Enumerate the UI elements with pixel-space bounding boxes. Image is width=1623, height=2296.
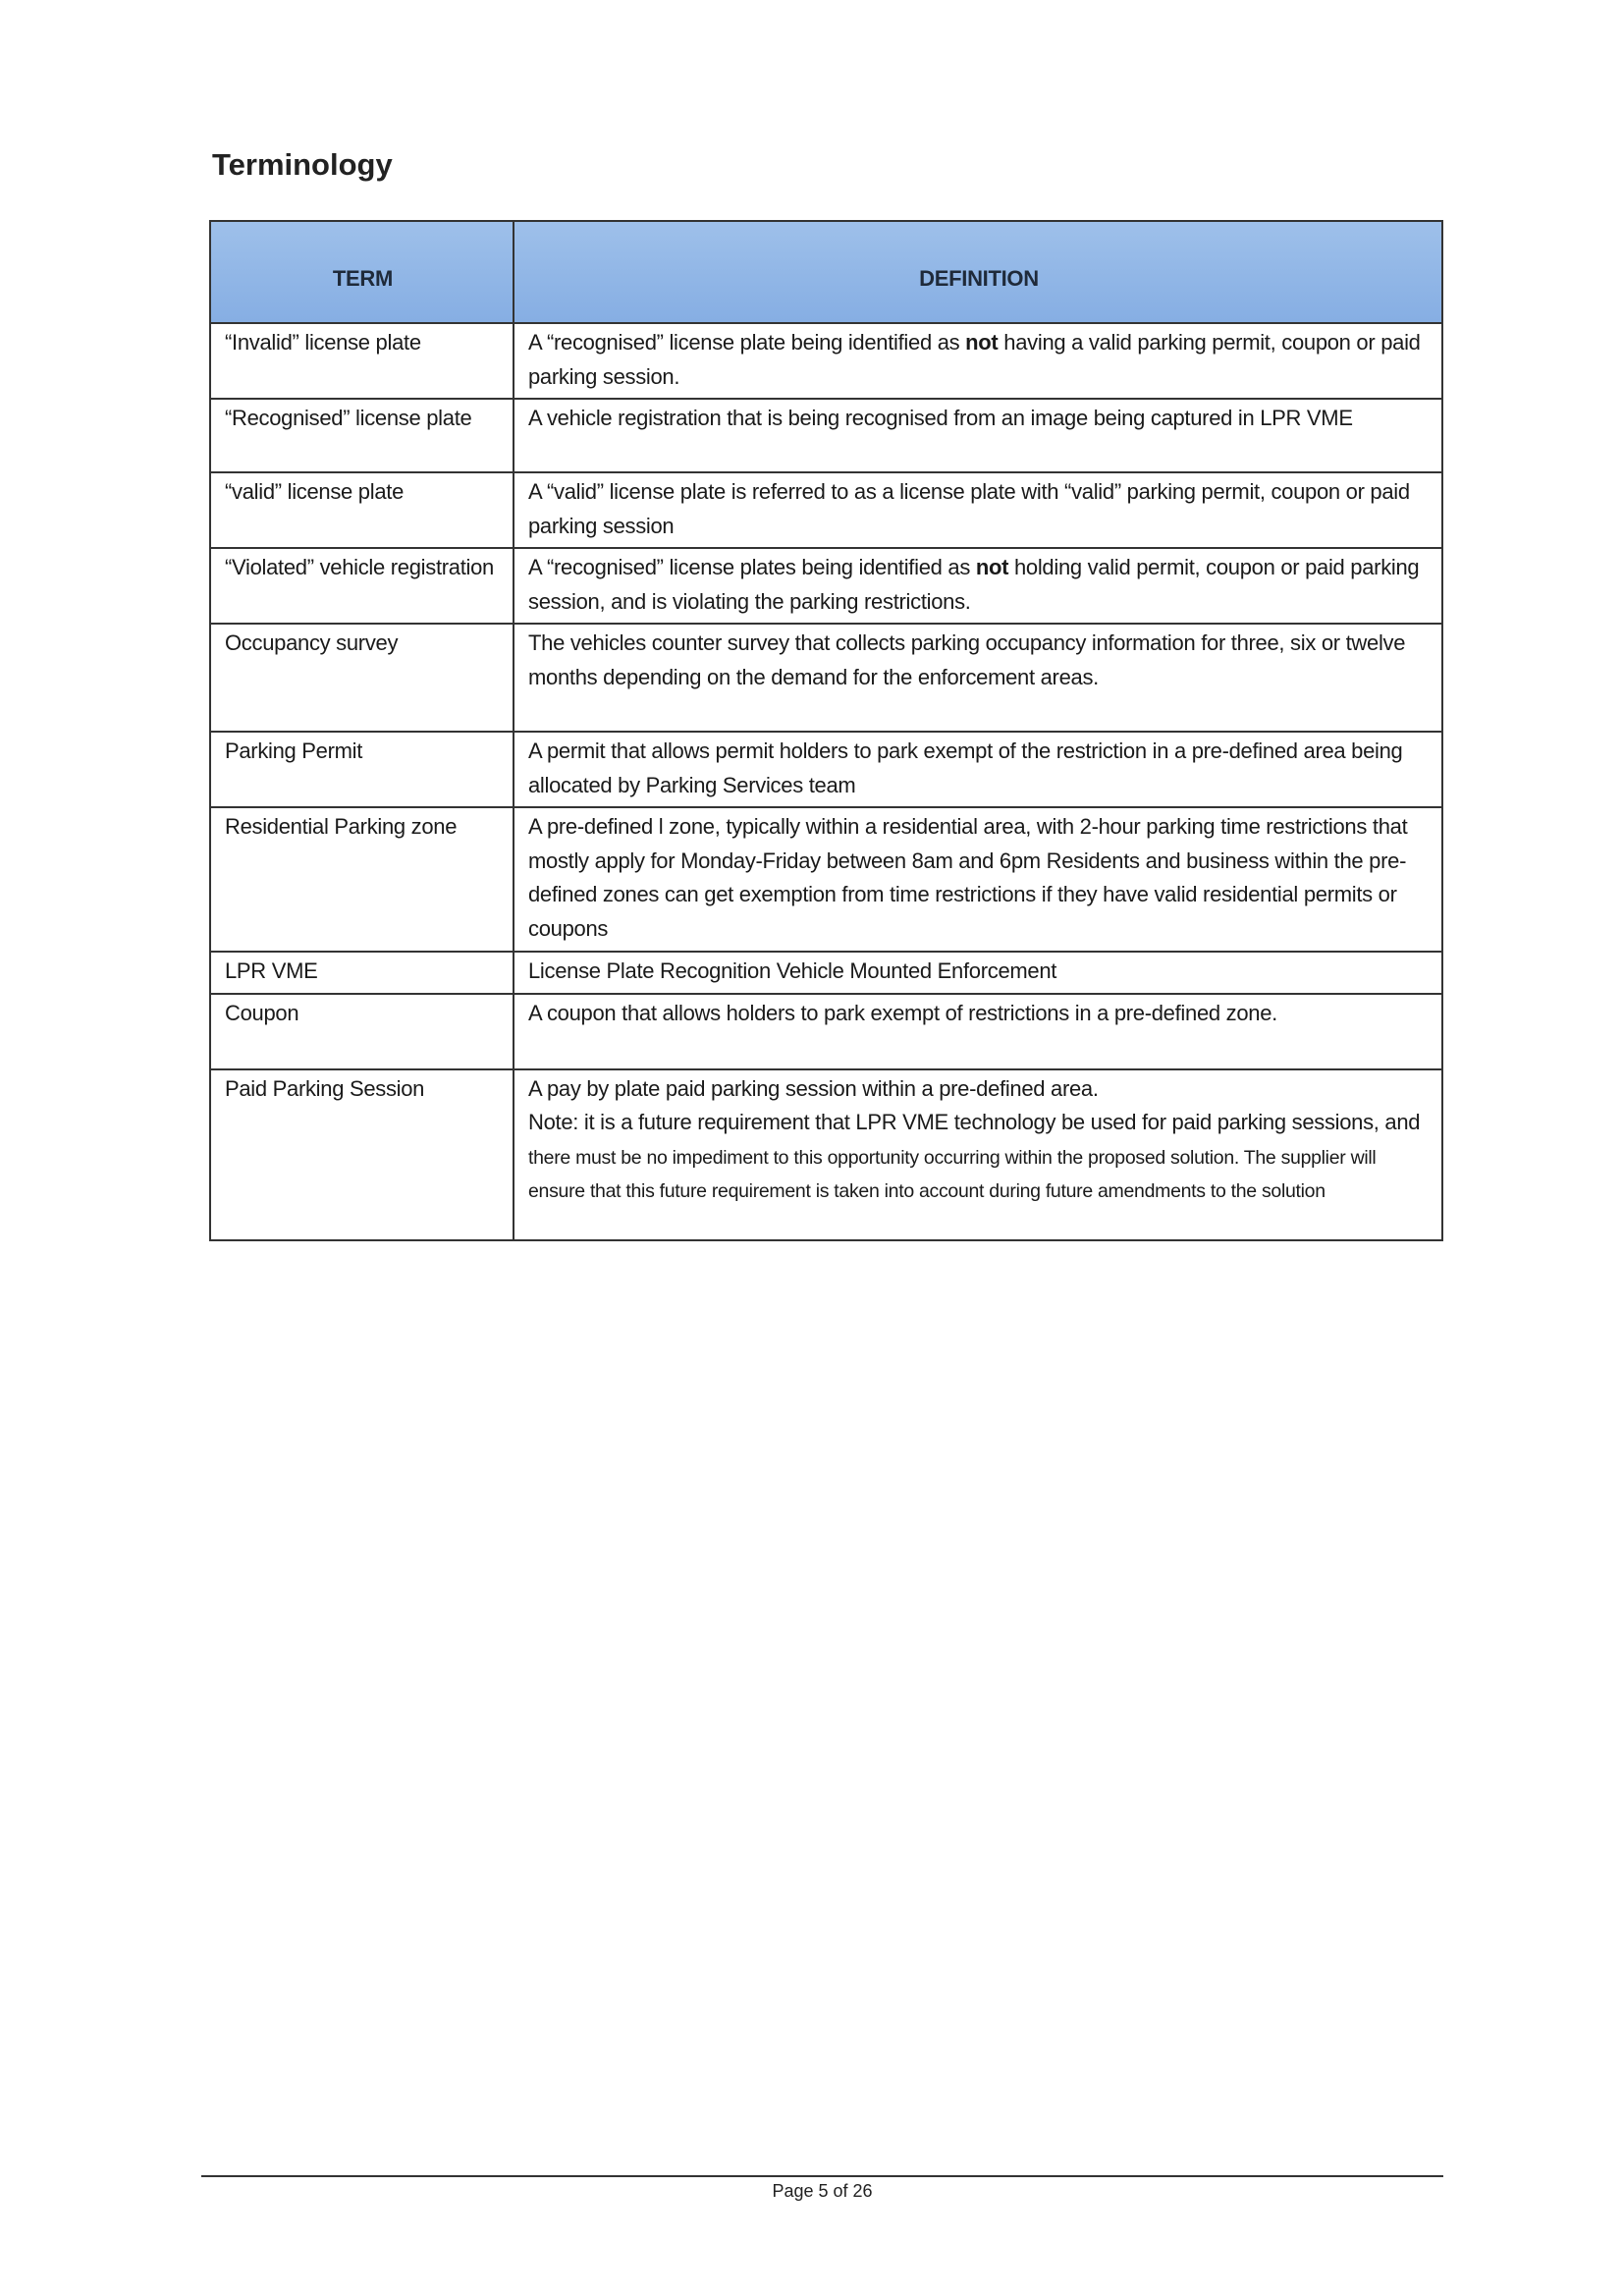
table-row <box>210 994 1442 1069</box>
definition-cell <box>514 952 1442 994</box>
column-header-definition: DEFINITION <box>514 221 1442 323</box>
definition-text: A vehicle registration that is being recognised from an image being captured in LPR VME <box>528 406 1353 430</box>
definition-cell <box>514 732 1442 807</box>
definition-text: A “valid” license plate is referred to as a license plate with “valid” parking permit, coupon or paid parking session <box>528 479 1410 538</box>
definition-cell <box>514 624 1442 732</box>
section-title: Terminology <box>212 147 393 182</box>
footer-divider <box>201 2175 1443 2177</box>
definition-text-rest: having a valid parking permit, coupon or paid parking session. <box>528 330 1421 389</box>
term-cell: Occupancy survey <box>210 624 514 732</box>
term-cell: “Recognised” license plate <box>210 399 514 472</box>
definition-text: The vehicles counter survey that collects parking occupancy information for three, six or twelve months depending on the demand for the enforcement areas. <box>528 630 1406 689</box>
definition-cell <box>514 399 1442 472</box>
table-header-row <box>210 221 1442 323</box>
table-row <box>210 1069 1442 1240</box>
definition-cell <box>514 807 1442 952</box>
definition-text-rest: holding valid permit, coupon or paid parking session, and is violating the parking restrictions. <box>528 555 1420 614</box>
term-cell: “Invalid” license plate <box>210 323 514 399</box>
definition-text: A permit that allows permit holders to park exempt of the restriction in a pre-defined area being allocated by Parking Services team <box>528 738 1403 797</box>
definition-text: A “recognised” license plates being identified as <box>528 555 976 579</box>
term-cell: “Violated” vehicle registration <box>210 548 514 624</box>
term-cell: Residential Parking zone <box>210 807 514 952</box>
term-cell: Coupon <box>210 994 514 1069</box>
definition-text: License Plate Recognition Vehicle Mounted Enforcement <box>528 958 1057 983</box>
definition-cell <box>514 323 1442 399</box>
table-row <box>210 732 1442 807</box>
definition-cell <box>514 472 1442 548</box>
terminology-table <box>209 220 1443 1241</box>
definition-note-small: there must be no impediment to this opportunity occurring within the proposed solution. The supplier will ensure that this future requirement is taken into account during future amendments to the solution <box>528 1146 1377 1202</box>
definition-cell <box>514 548 1442 624</box>
table-row <box>210 323 1442 399</box>
term-cell: Paid Parking Session <box>210 1069 514 1240</box>
table-row <box>210 624 1442 732</box>
definition-note: Note: it is a future requirement that LPR VME technology be used for paid parking sessions, and <box>528 1110 1421 1134</box>
term-cell: Parking Permit <box>210 732 514 807</box>
page-number: Page 5 of 26 <box>772 2181 873 2201</box>
definition-text: A pay by plate paid parking session within a pre-defined area. <box>528 1075 1099 1101</box>
table-row <box>210 952 1442 994</box>
definition-emphasis: not <box>965 330 999 355</box>
table-row <box>210 472 1442 548</box>
column-header-term: TERM <box>210 221 514 323</box>
definition-cell <box>514 994 1442 1069</box>
table-row <box>210 807 1442 952</box>
definition-emphasis: not <box>975 555 1009 579</box>
table-row <box>210 399 1442 472</box>
term-cell: LPR VME <box>210 952 514 994</box>
table-row <box>210 548 1442 624</box>
definition-text: A coupon that allows holders to park exempt of restrictions in a pre-defined zone. <box>528 1000 1277 1025</box>
term-cell: “valid” license plate <box>210 472 514 548</box>
definition-text: A “recognised” license plate being identified as <box>528 330 966 355</box>
definition-cell <box>514 1069 1442 1240</box>
definition-text: A pre-defined l zone, typically within a residential area, with 2-hour parking time restrictions that mostly apply for Monday-Friday between 8am and 6pm Residents and business within the pre-defined zones can get exemption from time restrictions if they have valid residential permits or coupons <box>528 814 1408 941</box>
